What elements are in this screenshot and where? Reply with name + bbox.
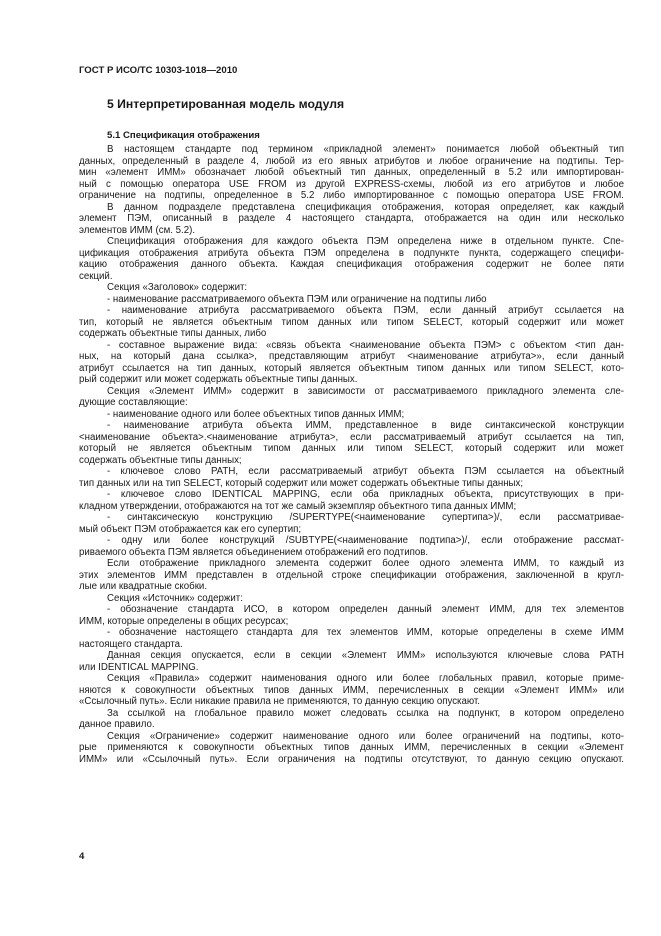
text-line: В данном подразделе представлена спецификация отображения, которая определяет, как каждый: [107, 201, 624, 213]
text-line: лые или квадратные скобки.: [79, 581, 208, 592]
section-title: 5 Интерпретированная модель модуля: [107, 97, 345, 111]
text-line: тип, который не является объектным типом данных или типом SELECT, который содержит или может: [79, 316, 624, 328]
text-line: За ссылкой на глобальное правило может следовать ссылка на подпункт, в котором определено: [107, 707, 624, 719]
text-line: данное правило.: [79, 719, 155, 730]
list-item: - ключевое слово IDENTICAL MAPPING, если оба прикладных объекта, присутствующих в при-: [107, 489, 624, 500]
text-line: Секция «Элемент ИММ» содержит в зависимости от рассматриваемого прикладного элемента сле-: [107, 385, 624, 397]
text-line: данных, определенный в разделе 4, любой из его явных атрибутов и любое ограничение на подтипы. Тер-: [79, 155, 624, 167]
text-line: ограничение на подтипы, определенное в 5.2 либо импортированное с помощью оператора USE FROM.: [79, 190, 624, 201]
text-line: ных, на который дана ссылка>, представляющим атрибут <наименование атрибута>», если данный: [79, 351, 624, 362]
text-line: рые применяются к совокупности объектных типов данных ИММ, перечисленных в секции «Элемент: [79, 742, 624, 753]
list-item: - наименование атрибута рассматриваемого объекта ПЭМ, если данный атрибут ссылается на: [107, 305, 624, 316]
text-line: цификация отображения атрибута объекта ПЭМ определена в подпункте пункта, содержащего специфи-: [79, 247, 624, 259]
list-item: - одну или более конструкций /SUBTYPE(<наименование подтипа>)/, если отображение рассмат-: [107, 535, 624, 546]
text-line: тип данных или на тип SELECT, который содержит или может содержать объектные типы данных;: [79, 477, 524, 489]
list-item: - наименование атрибута объекта ИММ, представленное в виде синтаксической конструкции: [107, 420, 624, 431]
text-line: содержать объектные типы данных;: [79, 454, 242, 466]
text-line: этих элементов ИММ представлен в отдельной строке спецификации отображения, заключенной в кругл-: [79, 569, 624, 581]
document-header: ГОСТ Р ИСО/ТС 10303-1018—2010: [79, 65, 238, 76]
text-line: кладном утверждении, отображаются на тот же самый экземпляр объектного типа данных ИММ;: [79, 500, 517, 512]
text-line: дующие составляющие:: [79, 397, 188, 408]
list-item: - составное выражение вида: «связь объекта <наименование объекта ПЭМ> с объектом <тип дан-: [107, 339, 624, 351]
text-line: Секция «Ограничение» содержит наименование одного или более ограничений на подтипы, кото-: [107, 730, 624, 742]
text-line: ИММ» или «Ссылочный путь». Если ограничения на подтипы отсутствуют, то данную секцию опускают.: [79, 753, 624, 765]
list-item: - обозначение стандарта ИСО, в котором определен данный элемент ИММ, для тех элементов: [107, 604, 624, 615]
text-line: рый содержит или может содержать объектные типы данных.: [79, 374, 358, 385]
text-line: Данная секция опускается, если в секции «Элемент ИММ» используются ключевые слова PATH: [107, 650, 624, 661]
subsection-title: 5.1 Спецификация отображения: [107, 130, 260, 141]
text-line: ИММ, которые определены в общих ресурсах;: [79, 615, 289, 627]
text-line: элемент ПЭМ, описанный в разделе 4 настоящего стандарта, отображается на один или несколько: [79, 213, 624, 224]
text-line: мин «элемент ИММ» обозначает любой объектный тип данных, определенный в 5.2 или импортирован-: [79, 167, 624, 178]
text-line: секций.: [79, 270, 113, 282]
list-item: - синтаксическую конструкцию /SUPERTYPE(<наименование супертипа>)/, если рассматривае-: [107, 512, 624, 523]
list-item: - обозначение настоящего стандарта для тех элементов ИММ, которые определены в схеме ИММ: [107, 627, 624, 638]
text-line: или IDENTICAL MAPPING.: [79, 661, 199, 673]
text-line: который не является объектным типом данных или типом SELECT, который содержит или может: [79, 443, 624, 454]
text-line: Спецификация отображения для каждого объекта ПЭМ определена ниже в отдельном пункте. Спе-: [107, 236, 624, 247]
list-item: - наименование рассматриваемого объекта ПЭМ или ограничение на подтипы либо: [107, 293, 487, 305]
text-line: атрибут ссылается на тип данных, который является объектным типом данных или типом SELECT, кото-: [79, 362, 624, 374]
text-line: риваемого объекта ПЭМ является объединением отображений его подтипов.: [79, 546, 429, 558]
text-line: няются к совокупности объектных типов данных ИММ, перечисленных в секции «Элемент ИММ» или: [79, 684, 624, 696]
page-number: 4: [79, 851, 85, 862]
text-line: Если отображение прикладного элемента содержит более одного элемента ИММ, то каждый из: [107, 558, 624, 569]
text-line: «Ссылочный путь». Если никакие правила не применяются, то данную секцию опускают.: [79, 696, 480, 707]
text-line: настоящего стандарта.: [79, 638, 183, 650]
list-item: - ключевое слово PATH, если рассматриваемый атрибут объекта ПЭМ ссылается на объектный: [107, 466, 624, 477]
text-line: Секция «Источник» содержит:: [107, 592, 243, 604]
text-line: Секция «Правила» содержит наименования одного или более глобальных правил, которые приме-: [107, 673, 624, 684]
text-line: элементов ИММ (см. 5.2).: [79, 224, 196, 236]
list-item: - наименование одного или более объектных типов данных ИММ;: [107, 408, 405, 420]
text-line: содержать объектные типы данных, либо: [79, 328, 267, 339]
text-line: Секция «Заголовок» содержит:: [107, 282, 248, 293]
body-text: [79, 144, 624, 765]
text-line: кацию отображения данного объекта. Каждая спецификация отображения содержит не более пяти: [79, 259, 624, 270]
text-line: В настоящем стандарте под термином «прикладной элемент» понимается любой объектный тип: [107, 144, 624, 155]
text-line: <наименование объекта>.<наименование атрибута>, если рассматриваемый атрибут ссылается на тип,: [79, 431, 624, 443]
text-line: ный с помощью оператора USE FROM из другой EXPRESS-схемы, любой из его атрибутов и любое: [79, 178, 624, 190]
text-line: мый объект ПЭМ отображается как его супертип;: [79, 523, 302, 535]
